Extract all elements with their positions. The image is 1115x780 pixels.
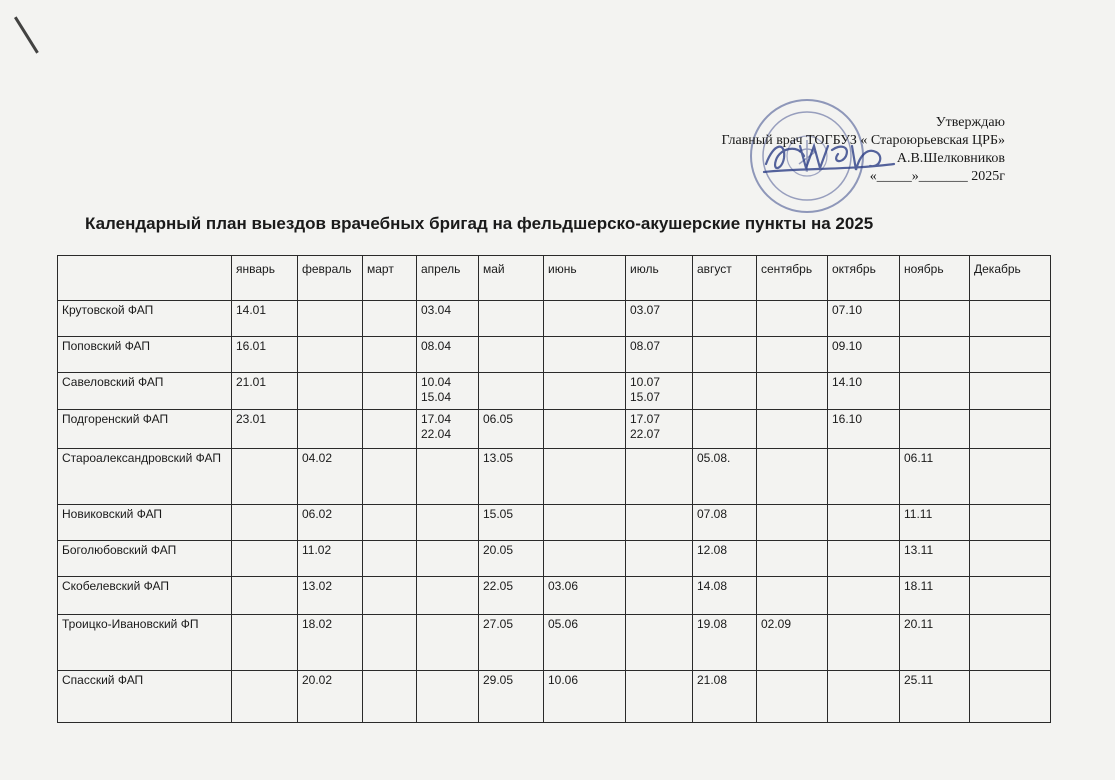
month-header: май [479,256,544,301]
visit-date-cell [970,615,1051,671]
visit-date-cell: 06.05 [479,410,544,449]
visit-date-cell [970,671,1051,723]
visit-date-cell: 03.04 [417,301,479,337]
month-header: октябрь [828,256,900,301]
visit-date-cell: 07.08 [693,505,757,541]
visit-date-cell [970,373,1051,410]
month-header: Декабрь [970,256,1051,301]
visit-date-cell [626,671,693,723]
fap-name-cell: Боголюбовский ФАП [58,541,232,577]
month-header: март [363,256,417,301]
table-row [58,373,1051,410]
header-corner-cell [58,256,232,301]
table-header-row [58,256,1051,301]
visit-date-cell [900,410,970,449]
document-title: Календарный план выездов врачебных бригад на фельдшерско-акушерские пункты на 2025 [85,214,874,233]
visit-date-cell: 03.06 [544,577,626,615]
visit-date-cell [626,615,693,671]
visit-date-cell: 21.08 [693,671,757,723]
visit-date-cell [900,373,970,410]
visit-date-cell [757,541,828,577]
visit-date-cell [626,541,693,577]
approver-name: А.В.Шелковников [896,151,1005,166]
visit-date-cell: 18.11 [900,577,970,615]
visit-date-cell: 20.02 [298,671,363,723]
fap-name-cell: Поповский ФАП [58,337,232,373]
fap-name-cell: Спасский ФАП [58,671,232,723]
table-row [58,449,1051,505]
visit-date-cell: 25.11 [900,671,970,723]
visit-date-cell [232,671,298,723]
visit-date-cell: 17.07 22.07 [626,410,693,449]
visit-date-cell [363,615,417,671]
visit-date-cell: 16.01 [232,337,298,373]
visit-date-cell [363,301,417,337]
visit-date-cell [757,449,828,505]
visit-date-cell: 27.05 [479,615,544,671]
visit-date-cell: 13.05 [479,449,544,505]
visit-date-cell: 21.01 [232,373,298,410]
visit-date-cell [298,337,363,373]
fap-name-cell: Новиковский ФАП [58,505,232,541]
visit-date-cell: 11.11 [900,505,970,541]
visit-date-cell: 20.05 [479,541,544,577]
visit-date-cell [626,577,693,615]
month-header: июль [626,256,693,301]
table-body [58,301,1051,723]
month-header: апрель [417,256,479,301]
visit-schedule-table [57,255,1051,723]
visit-date-cell [417,541,479,577]
visit-date-cell [363,577,417,615]
approver-position: Главный врач ТОГБУЗ « Староюрьевская ЦРБ» [721,133,1005,148]
fap-name-cell: Савеловский ФАП [58,373,232,410]
scan-artifact-mark [14,16,39,53]
visit-date-cell [232,577,298,615]
visit-date-cell: 03.07 [626,301,693,337]
table-row [58,577,1051,615]
visit-date-cell: 20.11 [900,615,970,671]
visit-date-cell [298,301,363,337]
visit-date-cell: 10.07 15.07 [626,373,693,410]
visit-date-cell: 08.07 [626,337,693,373]
visit-date-cell [479,337,544,373]
visit-date-cell [363,505,417,541]
visit-date-cell [970,541,1051,577]
month-header: сентябрь [757,256,828,301]
table-row [58,410,1051,449]
table-row [58,505,1051,541]
visit-date-cell: 19.08 [693,615,757,671]
visit-date-cell [363,449,417,505]
visit-date-cell [232,449,298,505]
visit-date-cell [544,505,626,541]
visit-date-cell [298,410,363,449]
visit-date-cell: 16.10 [828,410,900,449]
visit-date-cell: 13.11 [900,541,970,577]
approve-label: Утверждаю [935,115,1005,130]
visit-date-cell: 18.02 [298,615,363,671]
table-row [58,337,1051,373]
visit-date-cell: 02.09 [757,615,828,671]
visit-date-cell [232,505,298,541]
visit-date-cell [363,671,417,723]
visit-date-cell [757,505,828,541]
visit-date-cell: 17.04 22.04 [417,410,479,449]
visit-date-cell [970,301,1051,337]
visit-date-cell [828,505,900,541]
visit-date-cell: 10.04 15.04 [417,373,479,410]
visit-date-cell: 12.08 [693,541,757,577]
visit-date-cell [626,449,693,505]
visit-date-cell [363,337,417,373]
fap-name-cell: Староалександровский ФАП [58,449,232,505]
visit-date-cell [757,671,828,723]
visit-date-cell [544,337,626,373]
visit-date-cell: 07.10 [828,301,900,337]
visit-date-cell: 09.10 [828,337,900,373]
month-header: февраль [298,256,363,301]
visit-date-cell: 08.04 [417,337,479,373]
visit-date-cell [417,615,479,671]
fap-name-cell: Крутовской ФАП [58,301,232,337]
visit-date-cell [626,505,693,541]
table-row [58,301,1051,337]
visit-date-cell [363,373,417,410]
visit-date-cell [417,671,479,723]
visit-date-cell [417,577,479,615]
visit-date-cell [298,373,363,410]
visit-date-cell [828,615,900,671]
visit-date-cell [232,541,298,577]
visit-date-cell: 05.06 [544,615,626,671]
visit-date-cell: 06.11 [900,449,970,505]
visit-date-cell [479,301,544,337]
visit-date-cell: 14.08 [693,577,757,615]
visit-date-cell [757,577,828,615]
table-row [58,671,1051,723]
visit-date-cell: 04.02 [298,449,363,505]
visit-date-cell [828,449,900,505]
visit-date-cell: 11.02 [298,541,363,577]
visit-date-cell [363,541,417,577]
visit-date-cell [757,410,828,449]
approval-date: «_____»_______ 2025г [869,169,1005,184]
visit-date-cell [828,671,900,723]
visit-date-cell [757,373,828,410]
visit-date-cell [828,577,900,615]
visit-date-cell [970,449,1051,505]
visit-date-cell [363,410,417,449]
visit-date-cell [693,337,757,373]
visit-date-cell: 22.05 [479,577,544,615]
visit-date-cell [544,410,626,449]
approval-block [721,114,1005,186]
visit-date-cell: 10.06 [544,671,626,723]
visit-date-cell [970,337,1051,373]
visit-date-cell [970,410,1051,449]
fap-name-cell: Подгоренский ФАП [58,410,232,449]
visit-date-cell [900,337,970,373]
visit-date-cell [544,449,626,505]
visit-date-cell [970,577,1051,615]
visit-date-cell [479,373,544,410]
month-header: январь [232,256,298,301]
visit-date-cell [544,373,626,410]
visit-date-cell [828,541,900,577]
visit-date-cell: 14.01 [232,301,298,337]
visit-date-cell: 23.01 [232,410,298,449]
visit-date-cell [417,449,479,505]
visit-date-cell [544,541,626,577]
table-row [58,541,1051,577]
visit-date-cell [693,373,757,410]
visit-date-cell: 06.02 [298,505,363,541]
month-header: ноябрь [900,256,970,301]
visit-date-cell [757,337,828,373]
visit-date-cell [232,615,298,671]
visit-date-cell: 15.05 [479,505,544,541]
month-header: август [693,256,757,301]
visit-date-cell [544,301,626,337]
visit-date-cell: 13.02 [298,577,363,615]
visit-date-cell: 05.08. [693,449,757,505]
table-row [58,615,1051,671]
visit-date-cell [417,505,479,541]
visit-date-cell [757,301,828,337]
visit-date-cell: 14.10 [828,373,900,410]
visit-date-cell [693,301,757,337]
visit-date-cell: 29.05 [479,671,544,723]
visit-date-cell [970,505,1051,541]
visit-date-cell [693,410,757,449]
month-header: июнь [544,256,626,301]
fap-name-cell: Скобелевский ФАП [58,577,232,615]
visit-date-cell [900,301,970,337]
fap-name-cell: Троицко-Ивановский ФП [58,615,232,671]
